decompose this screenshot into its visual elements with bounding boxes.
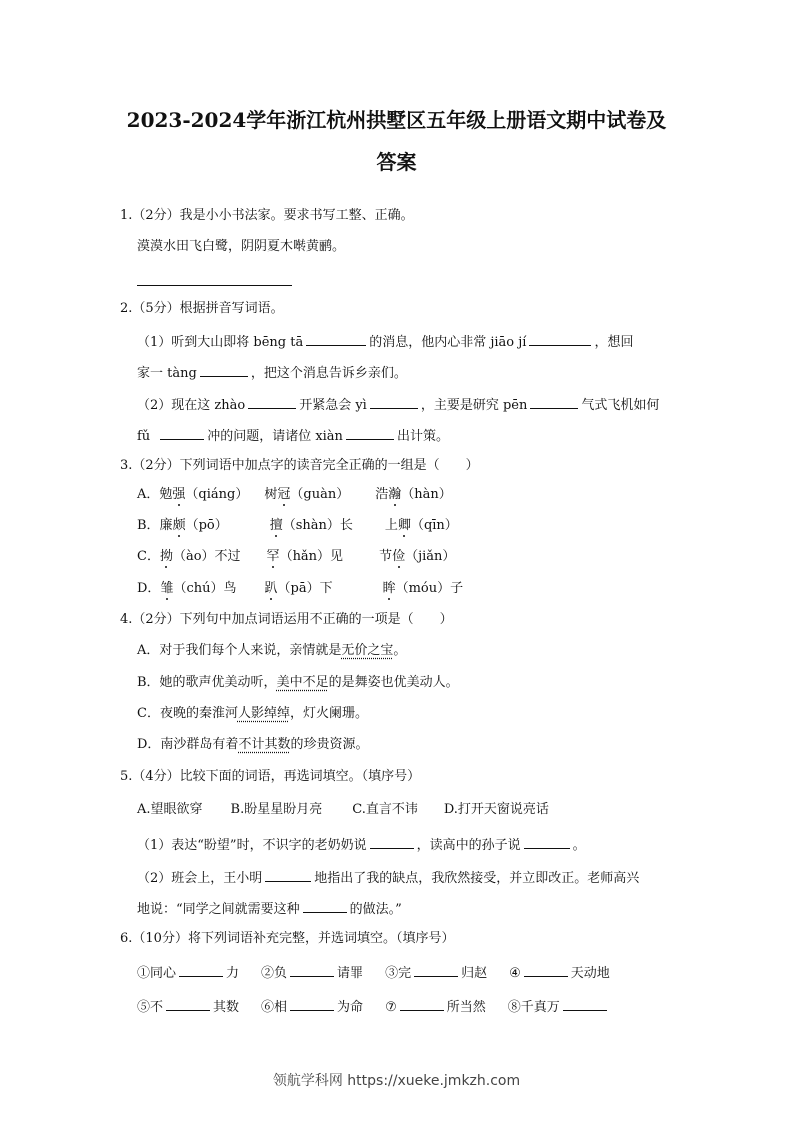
q5-blank-4[interactable] [303,898,347,913]
q2-blank-jiaoji[interactable] [529,331,591,346]
q3d-pinyin-1: （chú）鸟 [173,581,237,596]
q6-blank-6[interactable] [290,996,334,1011]
q3d-dotted-char-3: 眸 [382,581,396,596]
q6-item-3-post: 归赵 [461,966,488,981]
q3c-prefix: C． [137,549,160,564]
q3d-pinyin-2: （pā）下 [277,581,333,596]
q6-item-1-post: 力 [226,966,240,981]
question-2-part2-line2 [137,425,449,447]
q5-blank-3[interactable] [265,867,311,882]
question-2-part2-line1 [137,394,659,416]
q3a-pinyin-1: （qiáng） [185,487,249,502]
q2-p2-text-d: 气式飞机如何 [581,398,660,413]
q3b-dotted-char-1: 颇 [172,518,186,533]
q2-blank-yi[interactable] [370,394,418,409]
page-title-line2: 答案 [376,150,417,174]
q6-item-6-pre: ⑥相 [261,1000,288,1015]
q6-item-2-pre: ②负 [261,966,288,981]
q6-item-2-post: 请罪 [337,966,364,981]
q3d-prefix: D． [137,581,161,596]
q5-option-d[interactable]: D.打开天窗说亮话 [443,802,549,817]
q2-blank-zhao[interactable] [248,394,296,409]
q4b-end: 的是舞姿也优美动人。 [328,675,459,690]
page-footer[interactable]: 领航学科网 https://xueke.jmkzh.com [272,1073,521,1089]
q3d-dotted-char-1: 雏 [160,581,174,596]
q4d-dotted-word: 不计其数 [238,737,291,752]
q3c-pinyin-3: （jiǎn） [405,549,456,564]
q2-p2-text-g: 出计策。 [396,429,449,444]
question-6-stem: 6.（10分）将下列词语补充完整，并选词填空。（填序号） [120,931,455,946]
q5-p2-text-b: 地指出了我的缺点，我欣然接受，并立即改正。老师高兴 [314,871,640,886]
q2-p2-text-a: （2）现在这 zhào [137,398,246,413]
q2-p1-text-e: ，把这个消息告诉乡亲们。 [250,366,407,381]
question-3-stem: 3.（2分）下列词语中加点字的读音完全正确的一组是（ ） [120,458,479,473]
q4c-end: ，灯火阑珊。 [289,706,368,721]
q6-blank-8[interactable] [563,996,607,1011]
q4b-dotted-word: 美中不足 [276,675,329,690]
q6-blank-2[interactable] [290,962,334,977]
q4c-text: C．夜晚的秦淮河 [137,706,238,721]
question-2-part1-line2 [137,362,407,384]
q6-item-4-pre: ④ [509,966,521,981]
q6-item-8-pre: ⑧千真万 [507,1000,560,1015]
q6-blank-1[interactable] [179,962,223,977]
q6-blank-7[interactable] [400,996,444,1011]
q6-blank-3[interactable] [414,962,458,977]
question-3-option-d[interactable] [137,579,463,599]
q5-p1-text-b: ，读高中的孙子说 [416,838,521,853]
q3c-pinyin-2: （hǎn）见 [279,549,344,564]
q4c-dotted-word: 人影绰绰 [237,706,290,721]
q2-p2-text-f: 冲的问题，请诸位 xiàn [207,429,343,444]
question-5-stem: 5.（4分）比较下面的词语，再选词填空。（填序号） [120,769,421,784]
q2-blank-tang[interactable] [200,362,248,377]
q4a-dotted-word: 无价之宝 [341,643,394,658]
q3a-pinyin-3: （hàn） [401,487,452,502]
question-3-option-a[interactable] [137,485,452,505]
q4d-text: D．南沙群岛有着 [137,737,239,752]
q6-item-3-pre: ③完 [385,966,412,981]
q6-item-4-post: 天动地 [570,966,610,981]
question-1-poem: 漠漠水田飞白鹭，阴阴夏木啭黄鹂。 [137,239,346,254]
q3a-dotted-char-2: 冠 [277,487,291,502]
q3c-word-3-prefix: 节 [379,549,393,564]
question-1-stem: 1.（2分）我是小小书法家。要求书写工整、正确。 [120,208,414,223]
question-5-options [137,800,549,820]
q3b-dotted-char-3: 卿 [397,518,411,533]
q3b-pinyin-3: （qīn） [410,518,458,533]
q5-option-a[interactable]: A.望眼欲穿 [137,802,203,817]
q6-item-7-post: 所当然 [446,1000,486,1015]
q2-p2-text-c: ，主要是研究 pēn [420,398,528,413]
q5-p1-text-c: 。 [572,838,586,853]
question-4-option-d[interactable] [137,735,368,755]
q5-option-b[interactable]: B.盼星星盼月亮 [230,802,323,817]
q2-p1-text-c: ，想回 [594,335,634,350]
q6-item-6-post: 为命 [337,1000,364,1015]
question-4-option-a[interactable] [137,641,406,661]
q3a-prefix: A．勉 [137,487,173,502]
q6-item-5-post: 其数 [213,1000,240,1015]
q6-blank-5[interactable] [166,996,210,1011]
q3d-pinyin-3: （móu）子 [395,581,464,596]
q3b-dotted-char-2: 擅 [269,518,283,533]
question-5-part2-line2 [137,898,402,920]
question-2-stem: 2.（5分）根据拼音写词语。 [120,301,284,316]
q3c-dotted-char-2: 罕 [266,549,280,564]
q2-blank-fu[interactable] [160,425,204,440]
q3a-word-3-prefix: 浩 [375,487,389,502]
page-title-line1: 2023-2024学年浙江杭州拱墅区五年级上册语文期中试卷及 [126,108,667,132]
q2-p1-text-d: 家一 tàng [137,366,197,381]
q4a-text: A．对于我们每个人来说，亲情就是 [137,643,342,658]
question-5-part2-line1 [137,867,639,889]
q2-blank-pen[interactable] [530,394,578,409]
q3a-dotted-char-1: 强 [172,487,186,502]
q5-p1-text-a: （1）表达“盼望”时，不识字的老奶奶说 [137,838,367,853]
q3c-dotted-char-1: 拗 [159,549,173,564]
question-4-option-c[interactable] [137,704,368,724]
q5-option-c[interactable]: C.直言不讳 [352,802,418,817]
q5-p2-text-a: （2）班会上，王小明 [137,871,263,886]
question-6-row1 [137,962,610,984]
q5-blank-2[interactable] [524,834,570,849]
question-2-part1-line1 [137,331,633,353]
q5-p2-text-d: 的做法。” [349,902,402,917]
q4d-end: 的珍贵资源。 [290,737,369,752]
q3a-pinyin-2: （guàn） [290,487,350,502]
question-1-answer-line[interactable] [137,285,292,286]
q3b-prefix: B．廉 [137,518,173,533]
question-3-option-c[interactable] [137,547,455,567]
q2-p2-text-b: 开紧急会 yì [299,398,367,413]
q3d-dotted-char-2: 趴 [264,581,278,596]
q6-item-7-pre: ⑦ [385,1000,397,1015]
q4a-end: 。 [393,643,407,658]
q4b-text: B．她的歌声优美动听， [137,675,277,690]
q5-p2-text-c: 地说：“同学之间就需要这种 [137,902,300,917]
q2-blank-xian[interactable] [346,425,394,440]
question-3-option-b[interactable] [137,516,458,536]
question-6-row2 [137,996,610,1018]
q5-blank-1[interactable] [370,834,414,849]
q3a-word-2-prefix: 树 [264,487,278,502]
q6-item-5-pre: ⑤不 [137,1000,164,1015]
question-5-part1 [137,834,586,856]
q6-item-1-pre: ①同心 [137,966,177,981]
q3b-pinyin-2: （shàn）长 [282,518,353,533]
q3b-word-3-prefix: 上 [384,518,398,533]
question-4-option-b[interactable] [137,673,459,693]
q3c-dotted-char-3: 俭 [392,549,406,564]
q3a-dotted-char-3: 瀚 [388,487,402,502]
q2-p1-text-a: （1）听到大山即将 bēng tā [137,335,304,350]
q3c-pinyin-1: （ào）不过 [172,549,241,564]
q2-p1-text-b: 的消息，他内心非常 jiāo jí [369,335,527,350]
q2-p2-text-e: fǔ [137,429,151,444]
q2-blank-bengta[interactable] [306,331,366,346]
q3b-pinyin-1: （pō） [185,518,228,533]
q6-blank-4[interactable] [524,962,568,977]
question-4-stem: 4.（2分）下列句中加点词语运用不正确的一项是（ ） [120,612,453,627]
